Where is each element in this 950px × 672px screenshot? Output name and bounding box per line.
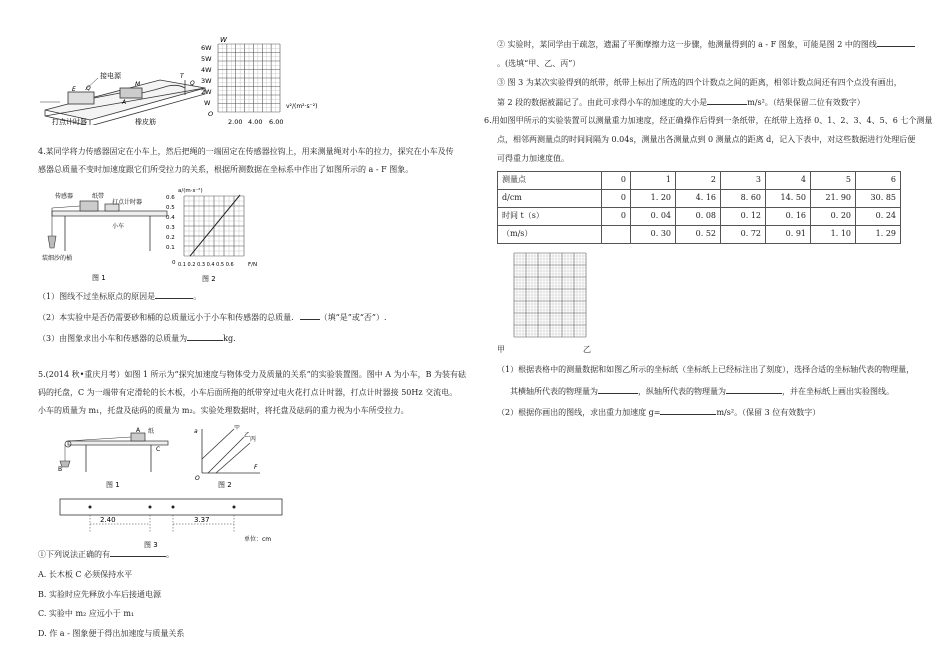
a-y-ticks <box>166 195 176 266</box>
q4-figure-1 <box>40 186 170 286</box>
q4-af-graph <box>164 186 264 289</box>
table-cell: 2 <box>676 172 721 190</box>
apparatus-letter-t: T <box>180 73 184 80</box>
table-cell: 3 <box>721 172 766 190</box>
fig1-label-bucket: 装细沙的桶 <box>42 255 73 262</box>
q6-stem-line2: 点，相邻两测量点的时间间隔为 0.04s，测量出各测量点到 0 测量点的距离 d，记入下表中，对这些数据进行处理后便 <box>497 134 916 144</box>
fig1-label-tape: 纸带 <box>92 193 105 200</box>
table-cell: 1 <box>631 172 676 190</box>
q5-option-d[interactable]: D. 作 a - 图象便于得出加速度与质量关系 <box>38 629 185 639</box>
a-x-axis-label: F/N <box>248 262 258 268</box>
table-cell: 4 <box>766 172 811 190</box>
table-cell: 0. 24 <box>856 208 901 226</box>
svg-text:0.5: 0.5 <box>166 205 175 211</box>
tape-points <box>89 506 236 509</box>
q5-option-b[interactable]: B. 实验时应先释放小车后接通电源 <box>38 589 161 599</box>
table-cell: 0. 04 <box>631 208 676 226</box>
apparatus-letter-q1: Q <box>190 80 195 87</box>
table-cell: 1. 20 <box>631 190 676 208</box>
svg-text:2W: 2W <box>201 88 212 96</box>
fig5-label-paper: 纸 <box>148 428 155 435</box>
table-cell: 0. 91 <box>766 226 811 244</box>
apparatus-label-timer: 打点计时器 <box>52 118 87 125</box>
svg-text:6.00: 6.00 <box>269 118 284 126</box>
q4-stem-line1: 4.某同学将力传感器固定在小车上，然后把绳的一端固定在传感器拉钩上，用来测量绳对小车的拉力，探究在小车及传 <box>38 147 454 156</box>
fig5-caption-2: 图 2 <box>218 481 232 489</box>
table-row-label: 测量点 <box>498 172 602 190</box>
table-cell: 0. 30 <box>631 226 676 244</box>
table-row <box>498 190 901 208</box>
svg-text:0: 0 <box>172 260 176 266</box>
w-x-ticks <box>228 118 283 126</box>
q5-option-a[interactable]: A. 长木板 C 必须保持水平 <box>38 569 133 579</box>
q5-option-c[interactable]: C. 实验中 m₂ 应远小于 m₁ <box>38 609 135 619</box>
q4-sub1-blank[interactable] <box>155 290 193 299</box>
table-cell: 0 <box>602 208 631 226</box>
fig5-caption-1: 图 1 <box>106 481 120 489</box>
fig5-label-c: C <box>156 446 161 453</box>
table-cell: 30. 85 <box>856 190 901 208</box>
apparatus-letter-q: Q <box>86 85 91 92</box>
table-cell: 8. 60 <box>721 190 766 208</box>
table-cell: 0. 20 <box>811 208 856 226</box>
fig1-label-timer: 打点计时器 <box>112 199 143 206</box>
q6-caption-yi: 乙 <box>583 345 591 354</box>
table-cell: 0. 72 <box>721 226 766 244</box>
fig2-label-a: a <box>194 428 198 435</box>
q6-horizontal-axis-blank[interactable] <box>598 385 638 394</box>
svg-text:4.00: 4.00 <box>248 118 263 126</box>
a-axis-label: a/(m·s⁻²) <box>178 188 203 194</box>
fig5-label-b: B <box>58 466 63 473</box>
q6-sub2: （2）根据你画出的图线，求出重力加速度 g= m/s²。（保留 3 位有效数字） <box>497 408 821 418</box>
q4-sub2-blank[interactable] <box>300 311 320 320</box>
fig5-caption-3: 图 3 <box>144 541 158 549</box>
tape-unit: 单位：cm <box>244 536 272 543</box>
q6-data-table <box>497 171 901 244</box>
table-cell: 1. 10 <box>811 226 856 244</box>
q5-stem-line2: 码的托盘，C 为一端带有定滑轮的长木板，小车后面所拖的纸带穿过电火花打点计时器，打点计时器接 50Hz 交流电。 <box>38 387 458 397</box>
q5-stem-line1: 5.(2014 秋•重庆月考）如图 1 所示为“探究加速度与物体受力及质量的关系”的实验装置图。图中 A 为小车，B 为装有砝 <box>38 370 467 379</box>
svg-text:0.1: 0.1 <box>166 245 175 251</box>
q5-figure-3-tape <box>56 495 296 550</box>
table-row-label: 时间 t（s） <box>498 208 602 226</box>
svg-text:6W: 6W <box>201 44 212 52</box>
table-cell: 6 <box>856 172 901 190</box>
work-graph <box>198 34 318 129</box>
q4-sub2: （2）本实验中是否仍需要砂和桶的总质量远小于小车和传感器的总质量. （填“是”或“否”）. <box>38 312 387 322</box>
q5-stem-line3: 小车的质量为 m₁，托盘及砝码的质量为 m₂。实验处理数据时，将托盘及砝码的重力视为小车所受拉力。 <box>38 405 409 415</box>
table-cell: 1. 29 <box>856 226 901 244</box>
apparatus-label-power: 接电源 <box>100 72 121 80</box>
fig2-caption: 图 2 <box>202 275 216 283</box>
q5-part2-blank[interactable] <box>877 38 915 47</box>
fig1-caption: 图 1 <box>92 274 106 282</box>
table-cell <box>602 226 631 244</box>
q6-sub1-line2: 其横轴所代表的物理量为 ，纵轴所代表的物理量为 ，并在坐标纸上画出实验图线。 <box>510 386 894 396</box>
svg-text:0.2: 0.2 <box>166 235 175 241</box>
table-cell: 4. 16 <box>676 190 721 208</box>
table-cell: 14. 50 <box>766 190 811 208</box>
svg-text:0.6: 0.6 <box>166 195 175 201</box>
table-cell: 0. 12 <box>721 208 766 226</box>
q5-question-blank[interactable] <box>110 548 166 557</box>
fig2-label-bing: 丙 <box>250 436 257 443</box>
a-x-ticks: 0.1 0.2 0.3 0.4 0.5 0.6 <box>178 262 234 268</box>
q6-g-blank[interactable] <box>660 406 716 415</box>
q4-stem-line2: 感器总质量不变时加速度跟它们所受拉力的关系，根据所测数据在坐标系中作出了如图所示的 a - F 图象。 <box>38 164 414 174</box>
q4-sub3-blank[interactable] <box>187 332 223 341</box>
svg-text:3W: 3W <box>201 77 212 85</box>
q5-part2-line1: ② 实验时，某同学由于疏忽，遗漏了平衡摩擦力这一步骤，他测量得到的 a - F 图象，可能是图 2 中的图线 <box>497 38 915 51</box>
w-axis-label: W <box>220 36 227 44</box>
table-row-label: （m/s） <box>498 226 602 244</box>
fig2-label-o: O <box>195 475 200 482</box>
table-cell: 0. 52 <box>676 226 721 244</box>
apparatus-letter-e: E <box>72 86 76 93</box>
svg-text:0.3: 0.3 <box>166 225 175 231</box>
q6-stem-line3: 可得重力加速度值。 <box>497 153 569 163</box>
q5-part2-line2: 。(选填“甲、乙、丙”） <box>497 58 581 68</box>
table-cell: 0. 08 <box>676 208 721 226</box>
fig1-label-sensor: 传感器 <box>55 193 74 200</box>
apparatus-label-rubber: 橡皮筋 <box>135 118 156 125</box>
q5-part3-line1: ③ 图 3 为某次实验得到的纸带，纸带上标出了所选的四个计数点之间的距离，相邻计数点间还有四个点没有画出， <box>497 77 902 87</box>
q5-part3-blank[interactable] <box>707 96 747 105</box>
fig2-label-yi: 乙 <box>244 432 251 439</box>
q6-caption-jia: 甲 乙 <box>497 345 591 354</box>
fig1-label-cart: 小车 <box>112 223 125 230</box>
w-y-ticks <box>201 44 213 118</box>
table-row <box>498 172 901 190</box>
table-cell: 5 <box>811 172 856 190</box>
svg-text:0.4: 0.4 <box>166 215 175 221</box>
q4-sub3: （3）由图象求出小车和传感器的总质量为 kg. <box>38 333 236 343</box>
tape-value-1: 2.40 <box>100 516 116 524</box>
table-cell: 0. 16 <box>766 208 811 226</box>
fig2-label-jia: 甲 <box>234 425 241 431</box>
table-row-label: d/cm <box>498 190 602 208</box>
table-cell: 0 <box>602 172 631 190</box>
q5-figure-2 <box>190 425 270 491</box>
svg-text:W: W <box>204 99 211 107</box>
q5-question: ①下列说法正确的有 。 <box>38 550 174 559</box>
w-x-axis-label: v²/(m²·s⁻²) <box>286 103 318 110</box>
work-apparatus-figure <box>40 40 210 125</box>
tape-value-2: 3.37 <box>194 516 210 524</box>
q6-graph-paper <box>506 251 591 343</box>
svg-text:O: O <box>208 110 214 118</box>
q4-sub1: （1）图线不过坐标原点的原因是 。 <box>38 292 202 301</box>
table-cell: 0 <box>602 190 631 208</box>
q5-part3-line2: 第 2 段的数据被漏记了。由此可求得小车的加速度的大小是 m/s²。（结果保留二位有效数字） <box>497 98 865 108</box>
q5-figure-1 <box>56 427 171 489</box>
apparatus-letter-m: M <box>135 81 141 88</box>
table-row <box>498 226 901 244</box>
table-row <box>498 208 901 226</box>
q6-stem-line1: 6.用如图甲所示的实验装置可以测量重力加速度，经正确操作后得到一条纸带，在纸带上选择 0、1、2、3、4、5、6 七个测量 <box>484 116 933 125</box>
fig2-label-f: F <box>254 464 258 471</box>
svg-text:4W: 4W <box>201 66 212 74</box>
q6-vertical-axis-blank[interactable] <box>726 385 782 394</box>
q6-sub1-line1: （1）根据表格中的测量数据和如图乙所示的坐标纸（坐标纸上已经标注出了刻度），选择合适的坐标轴代表的物理量， <box>497 364 915 374</box>
table-cell: 21. 90 <box>811 190 856 208</box>
apparatus-letter-a: A <box>122 99 127 106</box>
fig5-label-a: A <box>136 427 141 434</box>
svg-text:2.00: 2.00 <box>228 118 243 126</box>
svg-text:5W: 5W <box>201 55 212 63</box>
